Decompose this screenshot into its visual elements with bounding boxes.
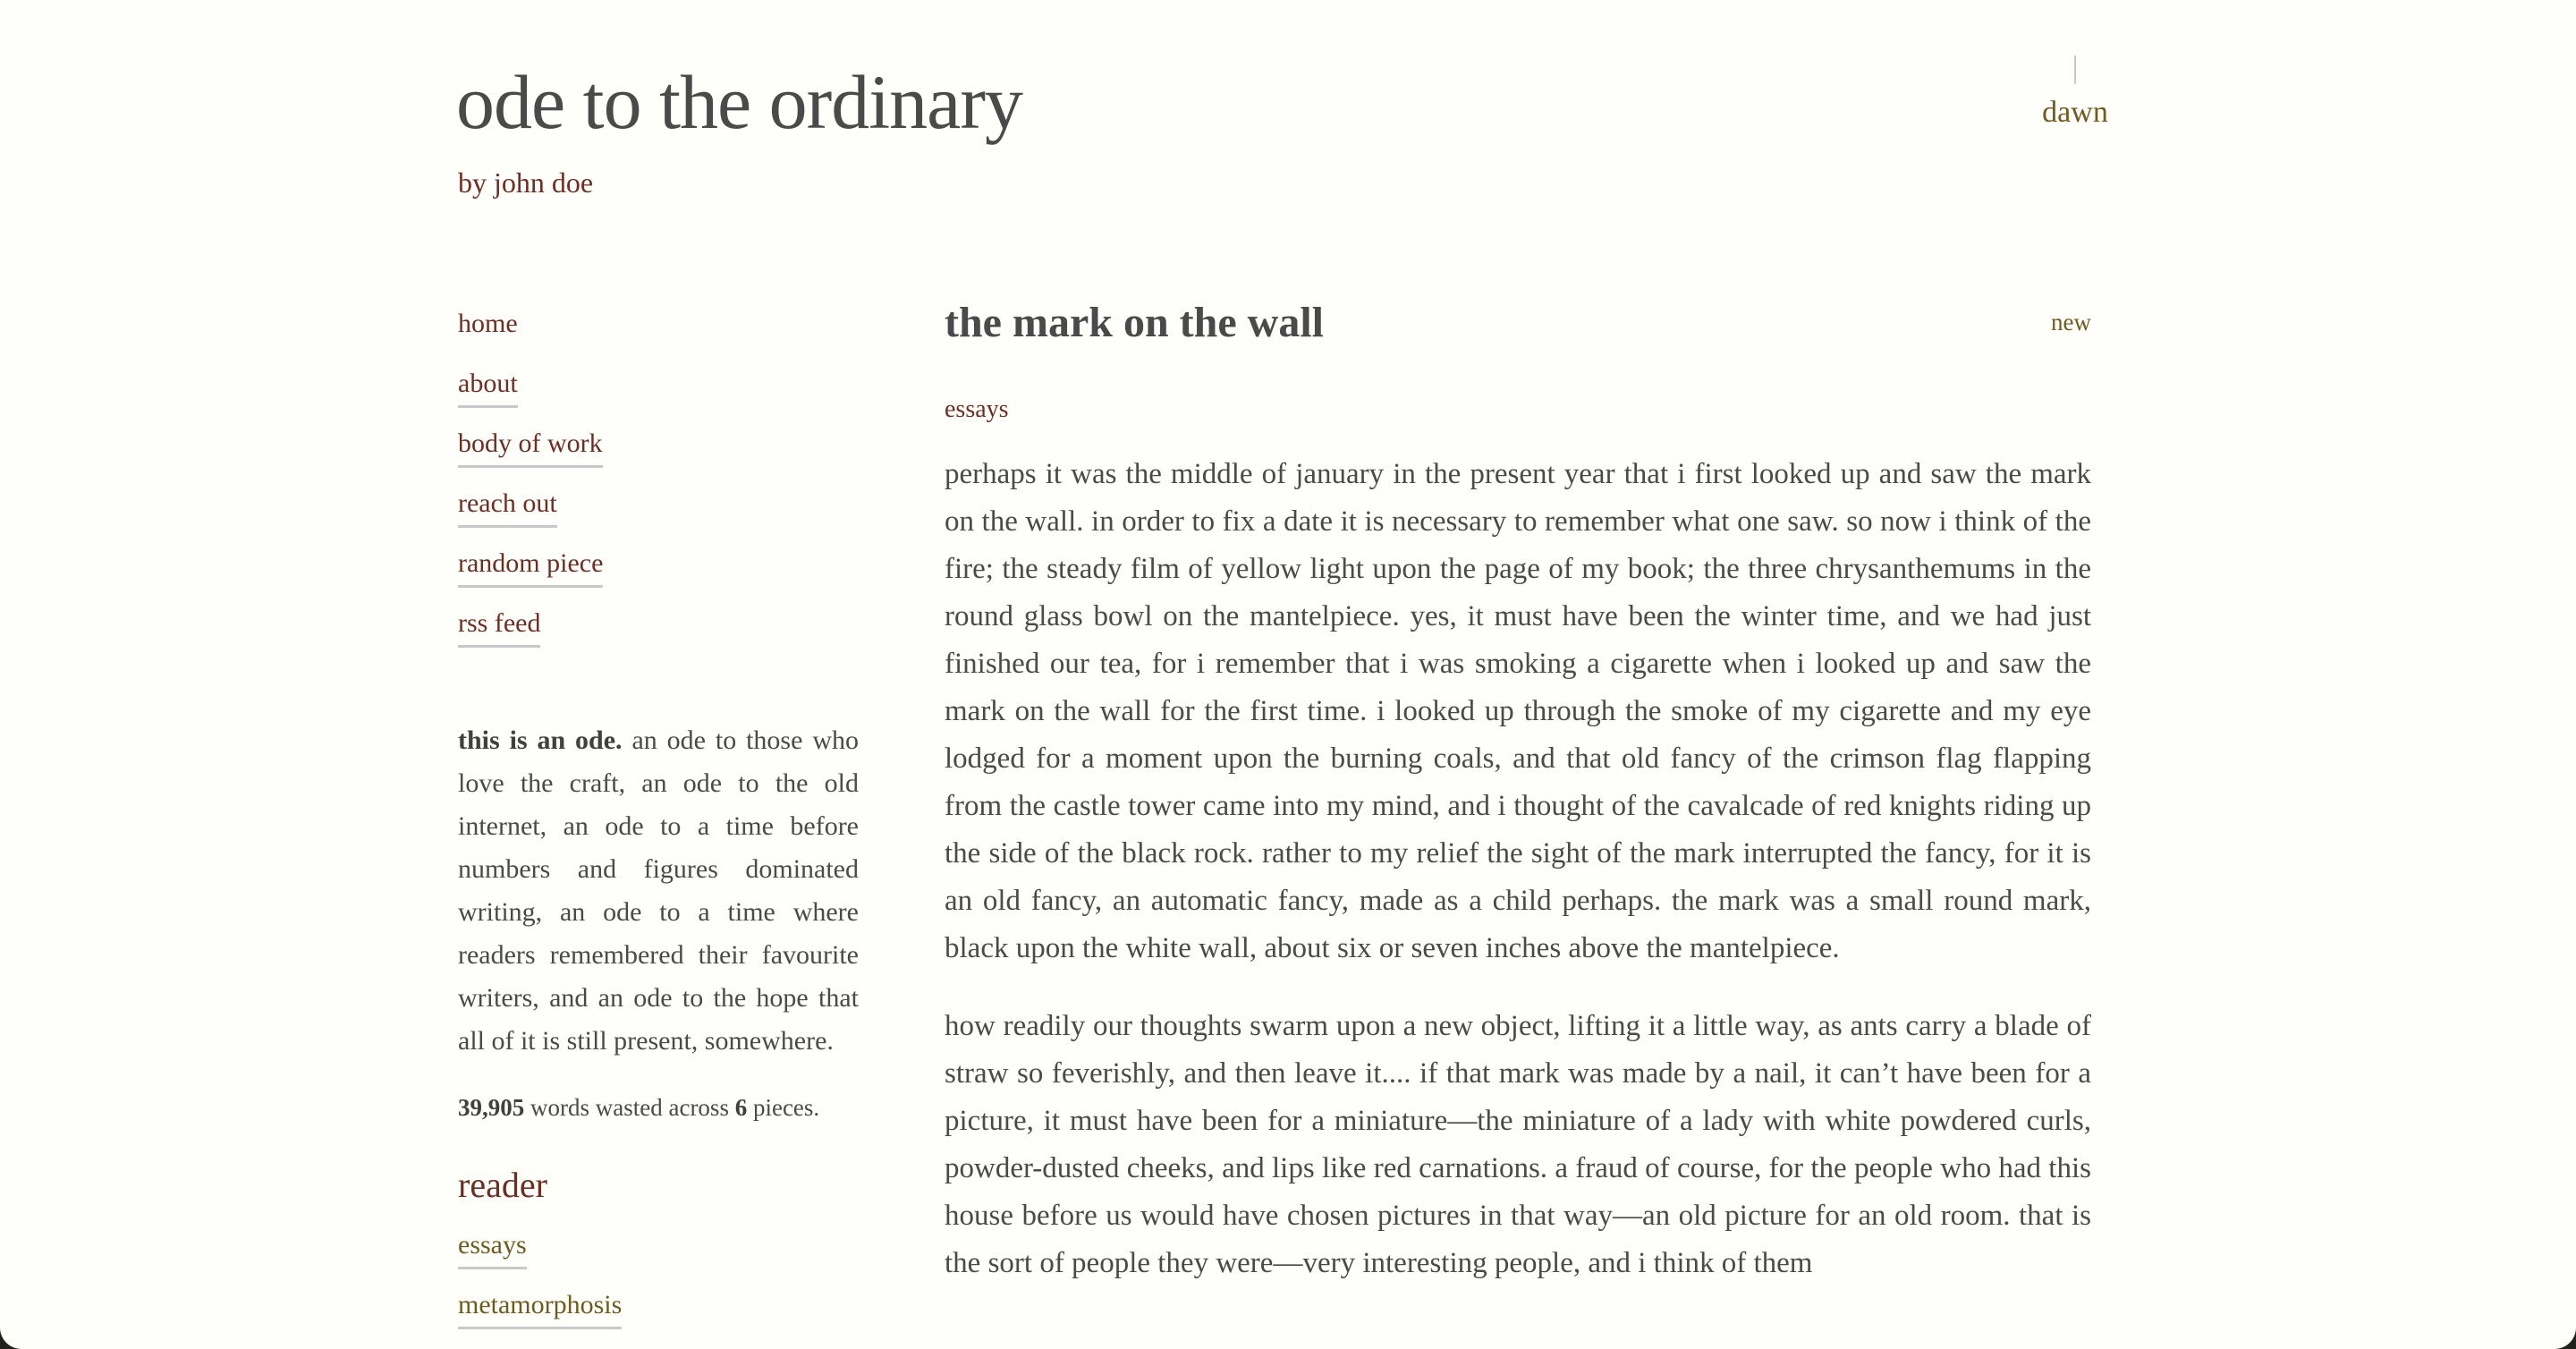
theme-toggle-bar-icon: [2074, 55, 2076, 84]
byline: by john doe: [458, 166, 594, 199]
post-title: the mark on the wall: [945, 299, 1324, 346]
sidebar-nav: [458, 304, 859, 664]
nav-item-body-of-work[interactable]: body of work: [458, 424, 603, 468]
reader-item-metamorphosis[interactable]: metamorphosis: [458, 1285, 622, 1329]
blurb-text: an ode to those who love the craft, an ode to the old internet, an ode to a time before numbers and figures dominated writing, an ode to a time where readers remembered their favourite writers, and an ode to the hope that all of it is still present, somewhere.: [458, 725, 859, 1056]
reader-heading: reader: [458, 1165, 547, 1205]
words-text: words wasted across: [524, 1094, 735, 1121]
word-count: 39,905: [458, 1094, 525, 1121]
theme-label[interactable]: dawn: [2042, 96, 2108, 129]
new-badge: new: [2051, 309, 2091, 335]
blurb-lead: this is an ode.: [458, 725, 623, 755]
post-header: [945, 292, 2091, 354]
nav-item-about[interactable]: about: [458, 364, 518, 408]
post-body: [945, 451, 2091, 1287]
reader-list: [458, 1226, 859, 1345]
piece-count: 6: [734, 1094, 748, 1121]
word-stats: [458, 1090, 859, 1125]
theme-toggle[interactable]: [2039, 55, 2111, 131]
post-paragraph: perhaps it was the middle of january in the present year that i first looked up and saw the mark on the wall. in order to fix a date it is necessary to remember what one saw. so now i think of the fire; the steady film of yellow light upon the page of my book; the three chrysanthemums in the round glass bowl on the mantelpiece. yes, it must have been the winter time, and we had just finished our tea, for i remember that i was smoking a cigarette when i looked up and saw the mark on the wall for the first time. i looked up through the smoke of my cigarette and my eye lodged for a moment upon the burning coals, and that old fancy of the crimson flag flapping from the castle tower came into my mind, and i thought of the cavalcade of red knights riding up the side of the black rock. rather to my relief the sight of the mark interrupted the fancy, for it is an old fancy, an automatic fancy, made as a child perhaps. the mark was a small round mark, black upon the white wall, about six or seven inches above the mantelpiece.: [945, 458, 2091, 964]
sidebar: [458, 304, 859, 1345]
post: [945, 292, 2091, 1318]
post-category-tag[interactable]: essays: [945, 395, 1009, 423]
nav-item-reach-out[interactable]: reach out: [458, 484, 557, 528]
reader-item-essays[interactable]: essays: [458, 1226, 527, 1269]
nav-item-rss-feed[interactable]: rss feed: [458, 604, 540, 648]
site-title[interactable]: ode to the ordinary: [456, 59, 1022, 145]
pieces-text: pieces.: [747, 1094, 820, 1121]
post-paragraph: how readily our thoughts swarm upon a new object, lifting it a little way, as ants carry a blade of straw so feverishly, and then leave it.... if that mark was made by a nail, it can’t have been for a picture, it must have been for a miniature—the miniature of a lady with white powdered curls, powder-dusted cheeks, and lips like red carnations. a fraud of course, for the people who had this house before us would have chosen pictures in that way—an old picture for an old room. that is the sort of people they were—very interesting people, and i think of them: [945, 1010, 2091, 1279]
nav-item-home[interactable]: home: [458, 309, 518, 338]
nav-item-random-piece[interactable]: random piece: [458, 544, 603, 588]
site-blurb: [458, 719, 859, 1063]
